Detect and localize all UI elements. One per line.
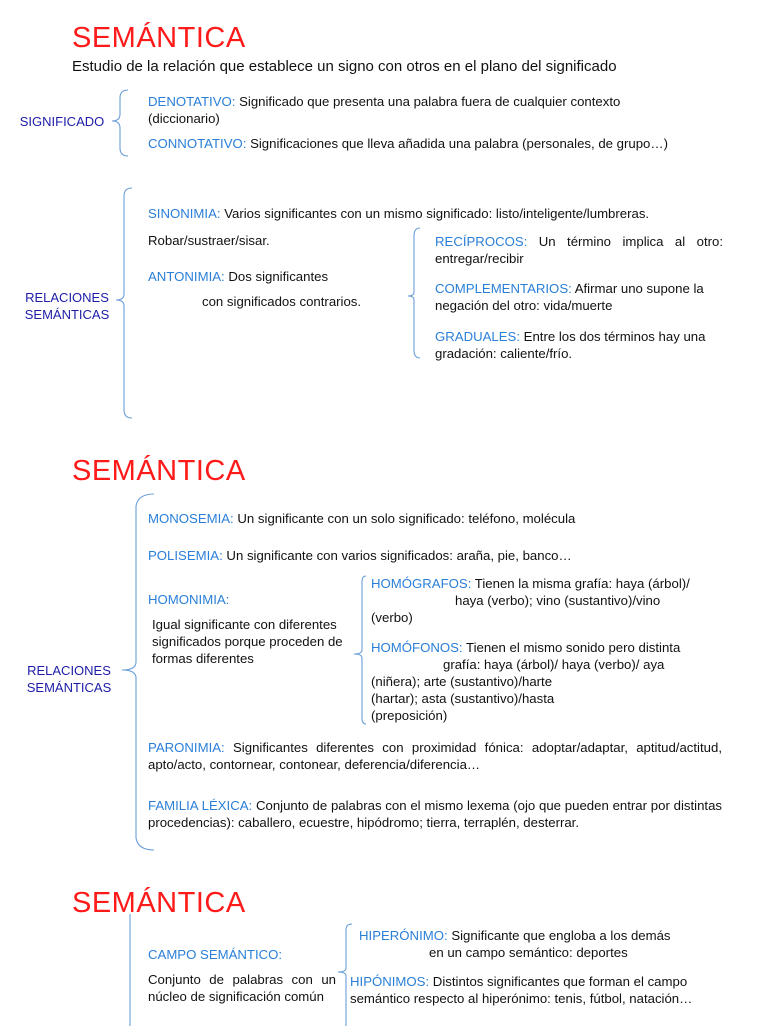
semanticas-line-2: SEMÁNTICAS: [26, 680, 112, 695]
paronimia-entry: [148, 739, 722, 773]
homofonos-term: HOMÓFONOS:: [371, 640, 463, 655]
homofonos-line3: (niñera); arte (sustantivo)/harte: [371, 674, 553, 689]
denotativo-text: Significado que presenta una palabra fuera de cualquier contexto (diccionario): [148, 94, 621, 126]
significado-bracket: [108, 88, 138, 160]
familia-term: FAMILIA LÉXICA:: [148, 798, 253, 813]
hiponimos-text: Distintos significantes que forman el campo semántico respecto al hiperónimo: tenis, fútbol, natación…: [350, 974, 693, 1006]
monosemia-entry: [148, 510, 728, 527]
homografos-line2: haya (verbo); vino (sustantivo)/vino: [455, 593, 661, 608]
antonimia-term: ANTONIMIA:: [148, 269, 225, 284]
relaciones-line-1: RELACIONES: [25, 290, 109, 305]
hiponimos-entry: [350, 973, 722, 1007]
connotativo-text: Significaciones que lleva añadida una palabra (personales, de grupo…): [246, 136, 668, 151]
graduales-term: GRADUALES:: [435, 329, 521, 344]
reciprocos-text: Un término implica al otro: entregar/recibir: [435, 234, 723, 266]
relaciones-label-2: [16, 662, 122, 696]
homografos-text: Tienen la misma grafía: haya (árbol)/: [471, 576, 690, 591]
homofonos-text: Tienen el mismo sonido pero distinta: [462, 640, 681, 655]
antonimia-text: Dos significantes: [224, 269, 329, 284]
complementarios-text: Afirmar uno supone la negación del otro: vida/muerte: [435, 281, 704, 313]
hiperonimo-text: Significante que engloba a los demás: [447, 928, 671, 943]
monosemia-term: MONOSEMIA:: [148, 511, 234, 526]
reciprocos-term: RECÍPROCOS:: [435, 234, 528, 249]
homonimia-term: HOMONIMIA:: [148, 592, 230, 607]
sinonimia-term: SINONIMIA:: [148, 206, 221, 221]
connotativo-term: CONNOTATIVO:: [148, 136, 247, 151]
homonimia-text: Igual significante con diferentes significados porque proceden de formas diferentes: [152, 617, 343, 666]
antonimia-entry: [148, 268, 408, 310]
antonimia-bracket: [404, 226, 434, 364]
homofonos-line5: (preposición): [371, 708, 448, 723]
relaciones-bracket-1: [112, 186, 142, 422]
complementarios-entry: [435, 280, 727, 314]
familia-entry: [148, 797, 722, 831]
homografos-term: HOMÓGRAFOS:: [371, 576, 472, 591]
homonimia-entry: [148, 591, 358, 667]
polisemia-text: Un significante con varios significados: araña, pie, banco…: [222, 548, 572, 563]
graduales-text: Entre los dos términos hay una gradación: caliente/frío.: [435, 329, 706, 361]
campo-entry: [148, 946, 336, 1005]
paronimia-text: Significantes diferentes con proximidad fónica: adoptar/adaptar, aptitud/actitud, apto/acto, contornear, contonear, deferencia/diferencia…: [148, 740, 722, 772]
graduales-entry: [435, 328, 727, 362]
campo-outer-bracket: [126, 914, 146, 1026]
complementarios-term: COMPLEMENTARIOS:: [435, 281, 572, 296]
homofonos-entry: [371, 639, 741, 724]
monosemia-text: Un significante con un solo significado: teléfono, molécula: [233, 511, 576, 526]
hiperonimo-line2: en un campo semántico: deportes: [429, 945, 628, 960]
paronimia-term: PARONIMIA:: [148, 740, 225, 755]
relaciones-label-1: [16, 289, 118, 323]
section1-subtitle: Estudio de la relación que establece un signo con otros en el plano del significado: [72, 58, 617, 75]
polisemia-entry: [148, 547, 728, 564]
connotativo-entry: [148, 135, 728, 152]
denotativo-entry: [148, 93, 688, 127]
significado-label: SIGNIFICADO: [19, 114, 105, 129]
relaciones-line-2: RELACIONES: [27, 663, 111, 678]
homografos-entry: [371, 575, 741, 626]
section1-title: SEMÁNTICA: [72, 22, 246, 54]
hiperonimo-entry: [359, 927, 739, 961]
section3-title: SEMÁNTICA: [72, 887, 246, 919]
homografos-line3: (verbo): [371, 610, 413, 625]
hiponimos-term: HIPÓNIMOS:: [350, 974, 430, 989]
hiperonimo-term: HIPERÓNIMO:: [359, 928, 448, 943]
antonimia-line2: con significados contrarios.: [202, 294, 362, 309]
familia-text: Conjunto de palabras con el mismo lexema (ojo que pueden entrar por distintas procedencias): caballero, ecuestre, hipódromo; tierra, terraplén, desterrar.: [148, 798, 722, 830]
sinonimia-text: Varios significantes con un mismo significado: listo/inteligente/lumbreras.: [220, 206, 650, 221]
semanticas-line-1: SEMÁNTICAS: [24, 307, 110, 322]
campo-term: CAMPO SEMÁNTICO:: [148, 947, 283, 962]
section2-title: SEMÁNTICA: [72, 455, 246, 487]
homofonos-line4: (hartar); asta (sustantivo)/hasta: [371, 691, 555, 706]
polisemia-term: POLISEMIA:: [148, 548, 223, 563]
sinonimia-cont: Robar/sustraer/sisar.: [148, 233, 270, 248]
sinonimia-entry: [148, 205, 728, 222]
campo-text: Conjunto de palabras con un núcleo de significación común: [148, 972, 336, 1004]
homofonos-line2: grafía: haya (árbol)/ haya (verbo)/ aya: [443, 657, 665, 672]
denotativo-term: DENOTATIVO:: [148, 94, 236, 109]
reciprocos-entry: [435, 233, 723, 267]
